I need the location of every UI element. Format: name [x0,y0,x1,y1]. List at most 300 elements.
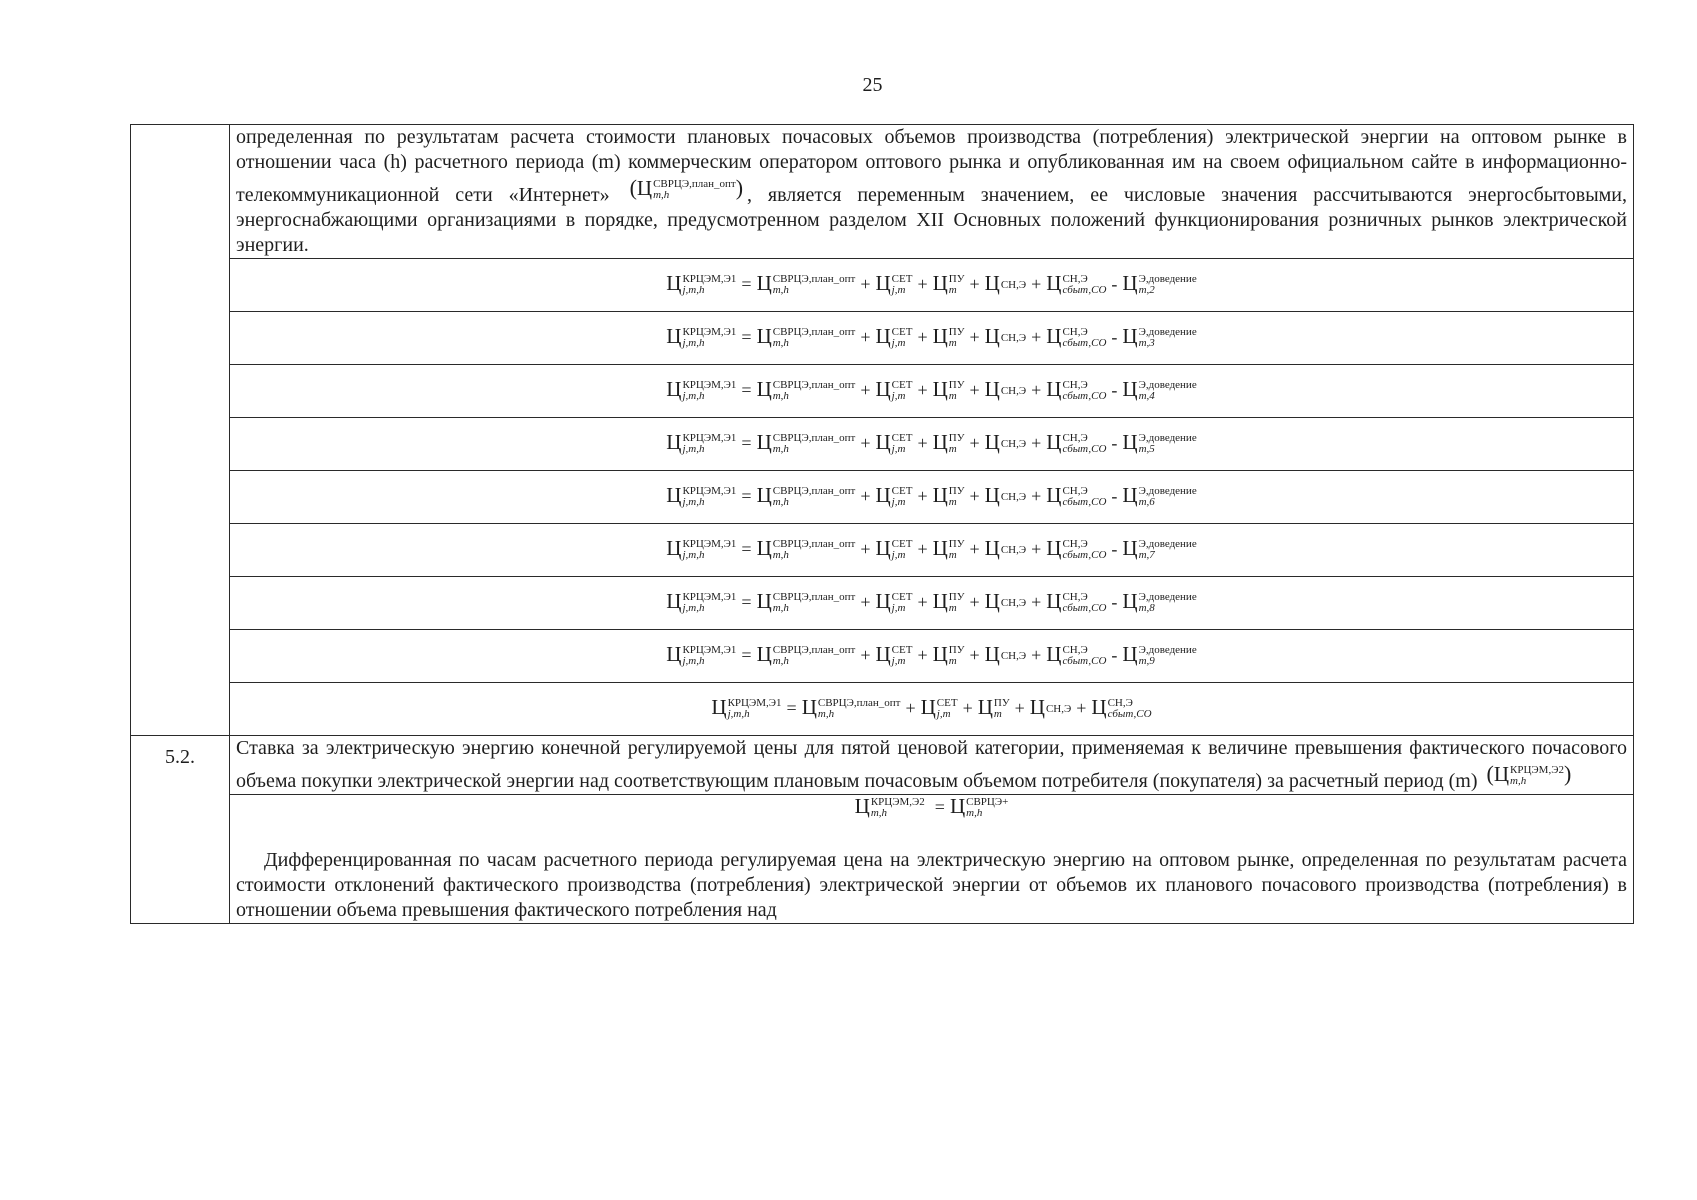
formula-symbol: Ц [875,483,891,508]
superscript: КРЦЭМ,Э1 [682,484,737,497]
script [773,433,856,456]
script [682,274,736,297]
table-row-formula [131,418,1634,471]
superscript: КРЦЭМ,Э1 [727,696,782,709]
term-pu [933,591,965,613]
paren-close: ) [735,175,744,200]
superscript: СВРЦЭ,план_опт [772,272,856,285]
term-sn-sbyt [1046,538,1106,560]
superscript: КРЦЭМ,Э1 [682,272,737,285]
superscript: СЕТ [891,537,913,550]
subscript: j,m,h [682,443,705,456]
superscript: КРЦЭМ,Э2 [870,795,925,808]
term-set [875,273,912,295]
subscript: j,m,h [682,655,705,668]
formula-symbol: Ц [756,324,772,349]
script [773,592,856,615]
plus-sign: + [860,539,871,560]
script [1062,433,1106,456]
term-pu [933,538,965,560]
script [682,380,736,403]
table-row-formula [131,471,1634,524]
inline-formula-svrce [630,175,743,202]
formula-final [711,697,1151,721]
plus-sign: + [969,539,980,560]
script [1139,274,1197,297]
paragraph-part1: определенная по результатам расчета стоимости плановых почасовых объемов производства (потребления) электрической энергии на оптовом рынке в отношении часа (h) расчетного периода (m) коммерческим оператором оптового рынка и опубликованная им на своем официальном сайте в информационно-телекоммуникационной сети «Интернет» [236,126,1627,206]
plus-sign: + [969,433,980,454]
subscript: j,m,h [682,390,705,403]
formula-krcem-e1 [666,326,1196,350]
superscript: Э,доведение [1138,590,1197,603]
superscript: ПУ [948,537,965,550]
formula-symbol: Ц [984,271,1000,296]
superscript: СЕТ [936,696,958,709]
term-sn-sbyt [1046,644,1106,666]
script [1062,645,1106,668]
script [682,645,736,668]
script [1001,651,1026,663]
plus-sign: + [1076,698,1087,719]
script [1139,486,1197,509]
subscript: j,m [891,284,906,297]
script [773,486,856,509]
paren-open: ( [629,175,637,200]
page-number: 25 [862,74,883,96]
superscript: СВРЦЭ,план_опт [772,378,856,391]
plus-sign: + [962,698,973,719]
superscript: СВРЦЭ,план_опт [772,325,856,338]
formula-symbol: Ц [1029,695,1045,720]
script [653,179,736,202]
superscript: СН,Э [1000,649,1027,662]
subscript: j,m,h [682,337,705,350]
term-lhs [666,644,736,666]
superscript: СН,Э [1107,696,1133,709]
formula-symbol: Ц [756,271,772,296]
term-lhs [666,591,736,613]
subscript: m,7 [1138,549,1155,562]
plus-sign: + [860,645,871,666]
subscript: j,m [891,390,906,403]
superscript: КРЦЭМ,Э1 [682,537,737,550]
subscript: m [948,337,957,350]
equals-sign: = [741,380,752,401]
script [1062,274,1106,297]
superscript: КРЦЭМ,Э1 [682,325,737,338]
subscript: j,m [891,337,906,350]
script [682,327,736,350]
plus-sign: + [917,274,928,295]
term-set [875,379,912,401]
table-row-formula [131,524,1634,577]
term-sn [985,326,1026,348]
term-sn-sbyt [1046,273,1106,295]
formula-symbol: Ц [1122,324,1138,349]
subscript: m,h [772,284,789,297]
formula-symbol: Ц [1122,377,1138,402]
minus-sign: - [1111,645,1118,666]
table-row-top-paragraph [131,125,1634,259]
script [773,539,856,562]
superscript: ПУ [948,590,965,603]
subscript: j,m,h [682,602,705,615]
term-svrce [757,273,856,295]
plus-sign: + [969,486,980,507]
superscript: СВРЦЭ,план_опт [817,696,901,709]
script [682,433,736,456]
subscript: сбыт,СО [1062,549,1107,562]
term-sn-sbyt [1046,432,1106,454]
term-lhs [666,273,736,295]
superscript: СН,Э [1062,643,1088,656]
formula-cell [230,471,1634,524]
formula-krcem-e1 [666,432,1196,456]
term-lhs [666,485,736,507]
superscript: СН,Э [1000,384,1027,397]
formula-cell [230,577,1634,630]
superscript: СН,Э [1062,590,1088,603]
superscript: Э,доведение [1138,325,1197,338]
formula-symbol: Ц [666,589,682,614]
superscript: СН,Э [1000,278,1027,291]
superscript: КРЦЭМ,Э1 [682,431,737,444]
superscript: КРЦЭМ,Э2 [1510,763,1564,776]
formula-symbol: Ц [854,794,870,818]
formula-cell [230,524,1634,577]
script [773,274,856,297]
lhs-script [871,797,925,820]
formula-krcem-e1 [666,485,1196,509]
script [1062,539,1106,562]
superscript: СН,Э [1062,537,1088,550]
superscript: Э,доведение [1138,643,1197,656]
term-pu [933,273,965,295]
formula-symbol: Ц [932,271,948,296]
equals-sign: = [741,327,752,348]
superscript: СЕТ [891,378,913,391]
superscript: ПУ [948,643,965,656]
paren-close: ) [1563,761,1572,786]
subscript: m,h [772,602,789,615]
superscript: СН,Э [1000,596,1027,609]
formula-symbol: Ц [1122,642,1138,667]
subscript: m [948,655,957,668]
superscript: ПУ [948,272,965,285]
row-number-cell [131,125,230,736]
superscript: КРЦЭМ,Э1 [682,643,737,656]
term-sn-sbyt [1091,697,1151,719]
subscript: m,h [772,655,789,668]
row-number-cell [131,736,230,924]
table-row-formula [131,259,1634,312]
subscript: m,h [772,443,789,456]
plus-sign: + [917,645,928,666]
script [728,698,782,721]
script [773,380,856,403]
formula-symbol: Ц [1046,483,1062,508]
subscript: сбыт,СО [1062,496,1107,509]
formula-symbol: Ц [666,642,682,667]
superscript: СН,Э [1000,543,1027,556]
formula-symbol: Ц [1091,695,1107,720]
superscript: СВРЦЭ,план_опт [653,177,736,190]
plus-sign: + [969,645,980,666]
script [1139,592,1197,615]
term-sn [985,538,1026,560]
subscript: j,m [891,602,906,615]
subscript: m,3 [1138,337,1155,350]
script [1001,280,1026,292]
script [682,592,736,615]
term-pu [933,485,965,507]
term-sn [985,591,1026,613]
formula-krcem-e1 [666,644,1196,668]
superscript: СВРЦЭ+ [966,795,1009,808]
plus-sign: + [969,327,980,348]
formula-symbol: Ц [666,483,682,508]
plus-sign: + [860,433,871,454]
subscript: j,m [936,708,951,721]
subscript: сбыт,СО [1062,602,1107,615]
term-dovedenie [1122,644,1196,666]
table-row-formula [131,577,1634,630]
row-5-2-text [230,736,1634,795]
subscript: j,m,h [682,549,705,562]
formula-cell [230,418,1634,471]
formula-symbol: Ц [1122,483,1138,508]
formula-symbol: Ц [1046,536,1062,561]
subscript: m,h [1510,775,1527,788]
superscript: СН,Э [1000,331,1027,344]
term-set [875,485,912,507]
subscript: m,h [653,189,670,202]
term-sn [985,644,1026,666]
script [892,433,913,456]
term-sn [985,379,1026,401]
term-lhs [711,697,781,719]
term-sn-sbyt [1046,485,1106,507]
script [1139,539,1197,562]
superscript: СЕТ [891,272,913,285]
formula-symbol: Ц [875,377,891,402]
plus-sign: + [1031,539,1042,560]
term-lhs [666,432,736,454]
script [1062,486,1106,509]
superscript: Э,доведение [1138,537,1197,550]
script [1062,327,1106,350]
formula-krcem-e1 [666,538,1196,562]
subscript: m [948,602,957,615]
equals-sign: = [741,592,752,613]
subscript: j,m,h [727,708,750,721]
subscript: m [948,496,957,509]
subscript: сбыт,СО [1062,443,1107,456]
script [949,645,965,668]
formula-symbol: Ц [932,430,948,455]
subscript: m,h [772,390,789,403]
script [892,327,913,350]
formula-symbol: Ц [711,695,727,720]
superscript: КРЦЭМ,Э1 [682,590,737,603]
subscript: m,2 [1138,284,1155,297]
inline-formula-krcem-e2 [1487,761,1572,788]
formula-symbol: Ц [984,536,1000,561]
formula-symbol: Ц [1122,589,1138,614]
subscript: m,h [817,708,835,721]
term-sn [985,432,1026,454]
term-dovedenie [1122,432,1196,454]
script [1001,333,1026,345]
row-5-2-description: Ставка за электрическую энергию конечной регулируемой цены для пятой ценовой категории, применяемая к величине превышения фактического почасового объема покупки электрической энергии над соответствующим плановым почасовым объемом потребителя (покупателя) за расчетный период (m) [236,737,1627,792]
script [949,380,965,403]
formula-symbol: Ц [984,430,1000,455]
paragraph-part2: , является переменным значением, ее числовые значения рассчитываются энергосбытовыми, энергоснабжающими организациями в порядке, предусмотренном разделом XII Основных положений функционирования розничных рынков электрической энергии. [236,184,1627,256]
term-set [921,697,958,719]
plus-sign: + [1031,645,1042,666]
script [994,698,1010,721]
formula-krcem-e1 [666,379,1196,403]
superscript: СВРЦЭ,план_опт [772,643,856,656]
minus-sign: - [1111,592,1118,613]
superscript: Э,доведение [1138,272,1197,285]
term-svrce [757,538,856,560]
minus-sign: - [1111,274,1118,295]
definition-paragraph [230,125,1634,259]
term-lhs [666,538,736,560]
formula-symbol: Ц [1046,642,1062,667]
formula-symbol: Ц [875,642,891,667]
term-dovedenie [1122,379,1196,401]
script [773,645,856,668]
subscript: j,m [891,549,906,562]
superscript: СН,Э [1062,378,1088,391]
table-row-formula [131,365,1634,418]
term-sn [985,485,1026,507]
equals-sign: = [934,797,945,817]
formula-symbol: Ц [932,324,948,349]
script [1108,698,1152,721]
subscript: m,5 [1138,443,1155,456]
subscript: сбыт,СО [1107,708,1152,721]
subscript: j,m,h [682,284,705,297]
subscript: j,m [891,655,906,668]
superscript: СЕТ [891,431,913,444]
plus-sign: + [1031,592,1042,613]
formula-symbol: Ц [949,794,966,818]
plus-sign: + [1031,327,1042,348]
formula-symbol: Ц [920,695,936,720]
formula-symbol: Ц [984,324,1000,349]
subscript: сбыт,СО [1062,337,1107,350]
formula-symbol: Ц [1046,589,1062,614]
plus-sign: + [1031,433,1042,454]
subscript: m [948,390,957,403]
term-dovedenie [1122,485,1196,507]
formula-symbol: Ц [1046,430,1062,455]
script [892,274,913,297]
formula-symbol: Ц [1122,430,1138,455]
term-pu [933,326,965,348]
subscript: m,8 [1138,602,1155,615]
script [892,486,913,509]
term-svrce [757,485,856,507]
term-dovedenie [1122,538,1196,560]
term-pu [978,697,1010,719]
term-pu [933,379,965,401]
formula-cell [230,259,1634,312]
plus-sign: + [860,592,871,613]
term-svrce [757,591,856,613]
subscript: m,9 [1138,655,1155,668]
script [773,327,856,350]
script [1139,645,1197,668]
equals-sign: = [741,274,752,295]
formula-symbol: Ц [984,642,1000,667]
rhs-script [966,797,1008,820]
script [937,698,958,721]
plus-sign: + [917,592,928,613]
script [1139,380,1197,403]
subscript: m,h [772,496,789,509]
minus-sign: - [1111,539,1118,560]
script [892,592,913,615]
subscript: m,h [966,807,983,820]
script [1001,492,1026,504]
term-sn-sbyt [1046,326,1106,348]
term-dovedenie [1122,326,1196,348]
formula-symbol: Ц [756,483,772,508]
equals-sign: = [741,645,752,666]
tariff-table [130,124,1634,924]
subscript: сбыт,СО [1062,390,1107,403]
paren-open: ( [1486,761,1494,786]
formula-symbol: Ц [666,377,682,402]
subscript: m [993,708,1002,721]
subscript: j,m,h [682,496,705,509]
plus-sign: + [860,274,871,295]
superscript: СВРЦЭ,план_опт [772,590,856,603]
term-svrce [757,644,856,666]
term-sn-sbyt [1046,379,1106,401]
plus-sign: + [1031,486,1042,507]
table-row-formula-final [131,683,1634,736]
formula-symbol: Ц [875,271,891,296]
formula-symbol: Ц [984,377,1000,402]
superscript: ПУ [948,325,965,338]
script [1001,439,1026,451]
subscript: m [948,284,957,297]
formula-symbol: Ц [666,324,682,349]
term-lhs [666,379,736,401]
term-pu [933,432,965,454]
formula-symbol: Ц [932,483,948,508]
script [682,539,736,562]
superscript: ПУ [948,378,965,391]
plus-sign: + [905,698,916,719]
term-lhs [666,326,736,348]
script [1001,386,1026,398]
minus-sign: - [1111,433,1118,454]
formula-cell [230,312,1634,365]
formula-symbol: Ц [801,695,817,720]
superscript: СВРЦЭ,план_опт [772,484,856,497]
formula-symbol: Ц [875,430,891,455]
superscript: СН,Э [1062,325,1088,338]
term-set [875,538,912,560]
formula-symbol: Ц [756,377,772,402]
term-svrce [757,326,856,348]
